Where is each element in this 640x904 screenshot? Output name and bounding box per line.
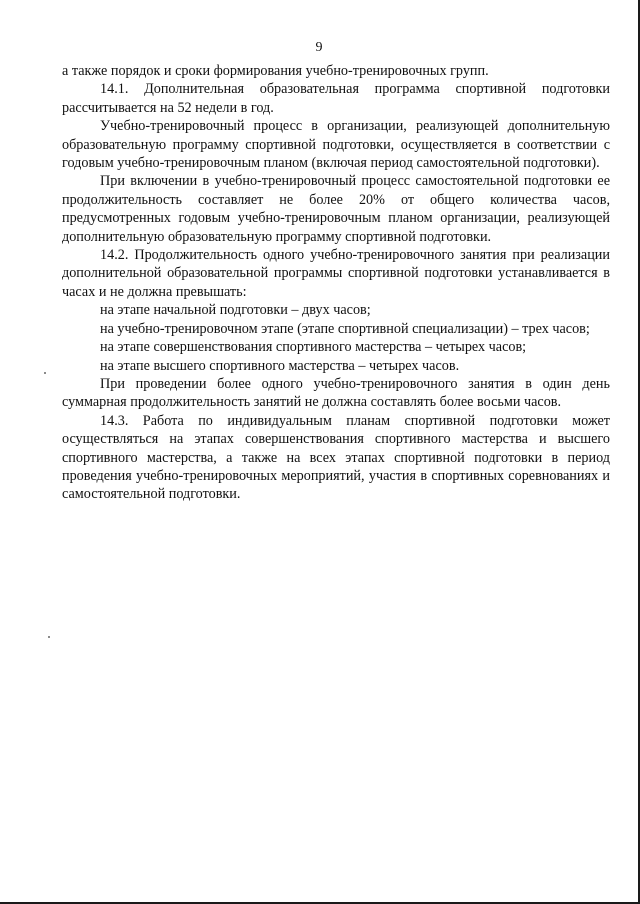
list-item-initial-stage: на этапе начальной подготовки – двух часов;: [100, 302, 371, 319]
paragraph-multiple-sessions: При проведении более одного учебно-тренировочного занятия в один день суммарная продолжительность занятий не должна составлять более восьми часов.: [62, 375, 610, 411]
document-body: [62, 62, 610, 504]
paragraph-14-2: 14.2. Продолжительность одного учебно-тренировочного занятия при реализации дополнительной образовательной программы спортивной подготовки устанавливается в часах и не должна превышать:: [62, 247, 610, 300]
paragraph-self-training: При включении в учебно-тренировочный процесс самостоятельной подготовки ее продолжительность составляет не более 20% от общего количества часов, предусмотренных годовым учебно-тренировочным планом организации, реализующей дополнительную образовательную программу спортивной подготовки.: [62, 173, 610, 245]
scan-speck: [48, 636, 50, 638]
list-item-higher-stage: на этапе высшего спортивного мастерства – четырех часов.: [100, 357, 460, 374]
paragraph-continuation: а также порядок и сроки формирования учебно-тренировочных групп.: [62, 63, 489, 79]
scan-speck: [44, 372, 46, 374]
paragraph-14-3: 14.3. Работа по индивидуальным планам спортивной подготовки может осуществляться на этапах совершенствования спортивного мастерства и высшего спортивного мастерства, а также на всех этапах спортивной подготовки в период проведения учебно-тренировочных мероприятий, участия в спортивных соревнованиях и самостоятельной подготовки.: [62, 412, 610, 503]
paragraph-training-process: Учебно-тренировочный процесс в организации, реализующей дополнительную образовательную программу спортивной подготовки, осуществляется в соответствии с годовым учебно-тренировочным планом (включая период самостоятельной подготовки).: [62, 118, 610, 172]
list-item-training-stage: на учебно-тренировочном этапе (этапе спортивной специализации) – трех часов;: [100, 320, 590, 337]
paragraph-14-1: 14.1. Дополнительная образовательная программа спортивной подготовки рассчитывается на 52 недели в год.: [62, 81, 610, 116]
page-number: 9: [315, 40, 323, 55]
list-item-improvement-stage: на этапе совершенствования спортивного мастерства – четырех часов;: [100, 339, 527, 356]
